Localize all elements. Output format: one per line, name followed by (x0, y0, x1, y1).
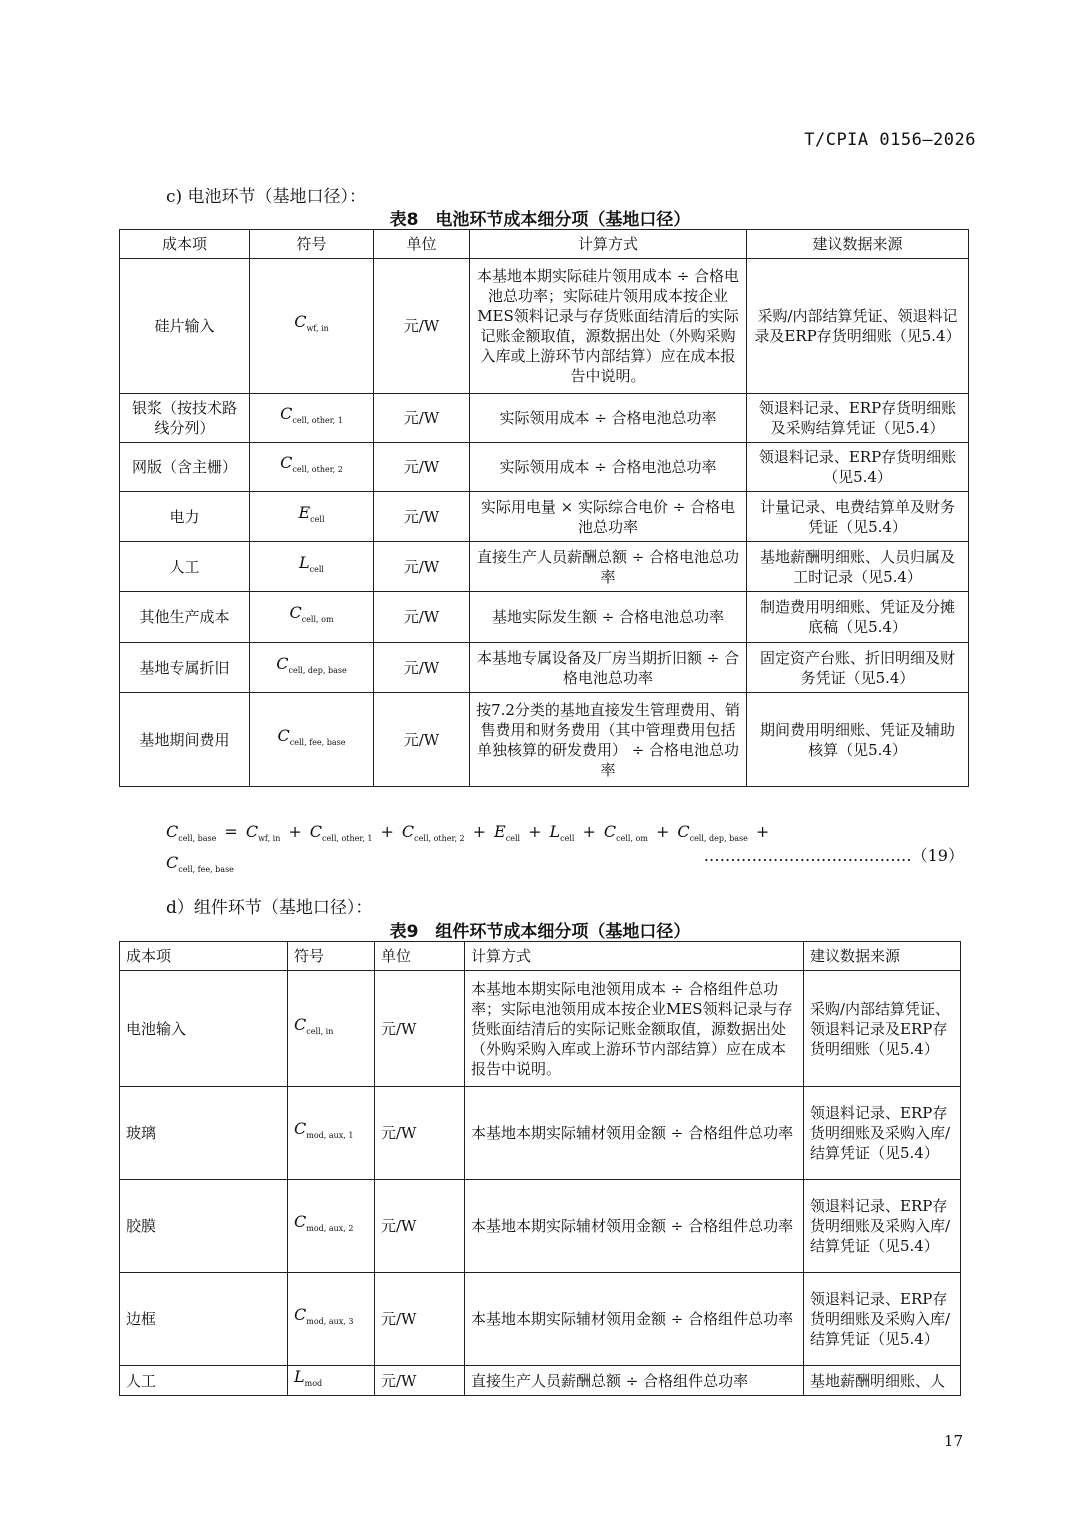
math-symbol (276, 653, 347, 676)
formula-term-subscript: cell, dep, base (689, 834, 748, 844)
unit-cell: 元/W (374, 542, 470, 592)
table9-col-symbol: 符号 (288, 942, 375, 971)
plus-sign: + (755, 822, 770, 841)
math-symbol (298, 502, 325, 525)
plus-sign: + (528, 822, 542, 841)
formula-term-subscript: cell, base (178, 834, 217, 844)
method-cell: 实际领用成本 ÷ 合格电池总功率 (470, 394, 747, 443)
table8 (119, 229, 969, 787)
symbol-main: E (298, 502, 311, 522)
symbol-cell (250, 542, 374, 592)
table-row (120, 643, 969, 693)
table9-header-row (120, 942, 961, 971)
unit-cell: 元/W (375, 1180, 465, 1273)
plus-sign: + (582, 822, 596, 841)
symbol-main: C (294, 312, 307, 332)
plus-sign: + (288, 822, 302, 841)
symbol-cell (250, 259, 374, 394)
table8-col-method: 计算方式 (470, 230, 747, 259)
method-cell: 本基地本期实际硅片领用成本 ÷ 合格电池总功率；实际硅片领用成本按企业MES领料记录与存货账面结清后的实际记账金额取值，源数据出处（外购采购入库或上游环节内部结算）应在成本报告中说明。 (470, 259, 747, 394)
math-symbol (277, 725, 346, 748)
method-cell: 实际领用成本 ÷ 合格电池总功率 (470, 443, 747, 492)
symbol-subscript: cell (310, 515, 325, 525)
table-row (120, 443, 969, 492)
symbol-main: C (294, 1119, 307, 1139)
cost-item-cell: 胶膜 (120, 1180, 288, 1273)
source-cell: 采购/内部结算凭证、领退料记录及ERP存货明细账（见5.4） (804, 971, 961, 1087)
formula-term-subscript: cell, fee, base (178, 865, 234, 875)
method-cell: 本基地本期实际辅材领用金额 ÷ 合格组件总功率 (465, 1273, 804, 1366)
section-heading-c: c) 电池环节（基地口径）： (166, 187, 367, 207)
cost-item-cell: 基地期间费用 (120, 693, 250, 787)
unit-cell: 元/W (374, 643, 470, 693)
symbol-subscript: cell, fee, base (289, 738, 346, 748)
math-symbol (280, 453, 343, 475)
method-cell: 实际用电量 × 实际综合电价 ÷ 合格电池总功率 (470, 492, 747, 542)
symbol-subscript: cell, other, 2 (292, 465, 343, 475)
symbol-cell (250, 443, 374, 492)
formula-term-main: E (494, 822, 506, 841)
cost-item-cell: 人工 (120, 1366, 288, 1396)
table8-col-symbol: 符号 (250, 230, 374, 259)
symbol-subscript: cell (309, 565, 324, 575)
table-row (120, 971, 961, 1087)
symbol-main: C (277, 725, 290, 745)
symbol-cell (288, 971, 375, 1087)
table-row (120, 693, 969, 787)
cost-item-cell: 电力 (120, 492, 250, 542)
table-row (120, 259, 969, 394)
formula-19 (166, 820, 966, 882)
math-symbol (280, 404, 343, 426)
equation-number: （19） (911, 846, 964, 865)
symbol-main: L (294, 1366, 305, 1386)
source-cell: 领退料记录、ERP存货明细账及采购入库/结算凭证（见5.4） (804, 1087, 961, 1180)
math-symbol (294, 1014, 334, 1037)
method-cell: 直接生产人员薪酬总额 ÷ 合格电池总功率 (470, 542, 747, 592)
symbol-main: C (276, 653, 289, 673)
page-number: 17 (943, 1432, 963, 1450)
document-code: T/CPIA 0156—2026 (804, 130, 976, 150)
method-cell: 本基地本期实际电池领用成本 ÷ 合格组件总功率；实际电池领用成本按企业MES领料记录与存货账面结清后的实际记账金额取值，源数据出处（外购采购入库或上游环节内部结算）应在成本报告中说明。 (465, 971, 804, 1087)
table8-caption: 表8 电池环节成本细分项（基地口径） (389, 210, 691, 230)
table9-col-method: 计算方式 (465, 942, 804, 971)
unit-cell: 元/W (375, 1366, 465, 1396)
math-symbol (294, 1366, 323, 1389)
cost-item-cell: 边框 (120, 1273, 288, 1366)
symbol-cell (250, 643, 374, 693)
unit-cell: 元/W (374, 443, 470, 492)
table8-col-unit: 单位 (374, 230, 470, 259)
table-row (120, 394, 969, 443)
unit-cell: 元/W (374, 492, 470, 542)
cost-item-cell: 银浆（按技术路线分列） (120, 394, 250, 443)
math-symbol (289, 603, 334, 625)
table-row (120, 542, 969, 592)
math-symbol (294, 312, 329, 334)
math-symbol (294, 1119, 354, 1141)
source-cell: 固定资产台账、折旧明细及财务凭证（见5.4） (747, 643, 969, 693)
formula-term-subscript: cell (560, 834, 575, 844)
formula-term (549, 822, 575, 844)
cost-item-cell: 电池输入 (120, 971, 288, 1087)
math-symbol (294, 1212, 354, 1234)
symbol-subscript: mod (304, 1379, 323, 1389)
formula-term-main: C (309, 822, 323, 841)
symbol-main: C (294, 1305, 307, 1325)
math-symbol (294, 1305, 354, 1327)
table8-col-item: 成本项 (120, 230, 250, 259)
source-cell: 领退料记录、ERP存货明细账及采购入库/结算凭证（见5.4） (804, 1273, 961, 1366)
table-row (120, 1366, 961, 1396)
symbol-subscript: cell, om (301, 615, 334, 625)
plus-sign: + (472, 822, 487, 841)
table-row (120, 1273, 961, 1366)
formula-term-main: C (245, 822, 259, 841)
symbol-cell (250, 693, 374, 787)
source-cell: 基地薪酬明细账、人 (804, 1366, 961, 1396)
formula-term-subscript: wf, in (258, 834, 281, 844)
source-cell: 期间费用明细账、凭证及辅助核算（见5.4） (747, 693, 969, 787)
cost-item-cell: 其他生产成本 (120, 592, 250, 643)
symbol-main: C (289, 603, 302, 623)
formula-term-subscript: cell (505, 834, 521, 844)
formula-term (166, 822, 217, 844)
formula-term-main: C (166, 822, 179, 841)
source-cell: 采购/内部结算凭证、领退料记录及ERP存货明细账（见5.4） (747, 259, 969, 394)
source-cell: 制造费用明细账、凭证及分摊底稿（见5.4） (747, 592, 969, 643)
symbol-main: L (299, 552, 310, 572)
formula-term-main: C (401, 822, 415, 841)
source-cell: 领退料记录、ERP存货明细账及采购入库/结算凭证（见5.4） (804, 1180, 961, 1273)
table9-col-source: 建议数据来源 (804, 942, 961, 971)
formula-number-row (166, 844, 964, 868)
symbol-main: C (280, 404, 293, 424)
unit-cell: 元/W (375, 1273, 465, 1366)
cost-item-cell: 硅片输入 (120, 259, 250, 394)
cost-item-cell: 基地专属折旧 (120, 643, 250, 693)
source-cell: 基地薪酬明细账、人员归属及工时记录（见5.4） (747, 542, 969, 592)
symbol-subscript: mod, aux, 1 (306, 1131, 354, 1141)
formula-term-subscript: cell, om (616, 834, 648, 844)
symbol-cell (288, 1087, 375, 1180)
formula-term (309, 822, 373, 844)
method-cell: 本基地专属设备及厂房当期折旧额 ÷ 合格电池总功率 (470, 643, 747, 693)
table9-caption: 表9 组件环节成本细分项（基地口径） (389, 922, 691, 942)
method-cell: 基地实际发生额 ÷ 合格电池总功率 (470, 592, 747, 643)
table8-header-row (120, 230, 969, 259)
symbol-cell (288, 1273, 375, 1366)
unit-cell: 元/W (374, 592, 470, 643)
symbol-cell (250, 592, 374, 643)
table8-col-source: 建议数据来源 (747, 230, 969, 259)
dot-leader: ………………………………… (703, 846, 912, 865)
formula-term-main: L (549, 822, 561, 841)
math-symbol (299, 552, 324, 575)
cost-item-cell: 人工 (120, 542, 250, 592)
table-row (120, 492, 969, 542)
formula-term-main: C (603, 822, 617, 841)
unit-cell: 元/W (375, 971, 465, 1087)
method-cell: 按7.2分类的基地直接发生管理费用、销售费用和财务费用（其中管理费用包括单独核算的研发费用） ÷ 合格电池总功率 (470, 693, 747, 787)
unit-cell: 元/W (374, 394, 470, 443)
formula-term-main: C (677, 822, 690, 841)
formula-term-subscript: cell, other, 1 (322, 834, 373, 844)
method-cell: 本基地本期实际辅材领用金额 ÷ 合格组件总功率 (465, 1180, 804, 1273)
table9-col-item: 成本项 (120, 942, 288, 971)
table-row (120, 1087, 961, 1180)
symbol-main: C (280, 453, 293, 473)
symbol-subscript: mod, aux, 3 (306, 1317, 354, 1327)
plus-sign: + (655, 822, 670, 841)
cost-item-cell: 玻璃 (120, 1087, 288, 1180)
unit-cell: 元/W (375, 1087, 465, 1180)
table9-col-unit: 单位 (375, 942, 465, 971)
symbol-cell (288, 1180, 375, 1273)
formula-term-subscript: cell, other, 2 (414, 834, 465, 844)
method-cell: 直接生产人员薪酬总额 ÷ 合格组件总功率 (465, 1366, 804, 1396)
formula-term (494, 822, 521, 844)
symbol-cell (288, 1366, 375, 1396)
symbol-subscript: cell, dep, base (288, 666, 347, 676)
symbol-subscript: wf, in (306, 324, 329, 334)
symbol-main: C (294, 1212, 307, 1232)
table-row (120, 592, 969, 643)
formula-term-main: C (166, 853, 179, 873)
symbol-cell (250, 394, 374, 443)
symbol-subscript: cell, in (306, 1027, 334, 1037)
source-cell: 领退料记录、ERP存货明细账（见5.4） (747, 443, 969, 492)
table-row (120, 1180, 961, 1273)
unit-cell: 元/W (374, 259, 470, 394)
formula-term (677, 822, 748, 844)
plus-sign: + (380, 822, 394, 841)
formula-term (603, 822, 648, 844)
equals-sign: = (224, 822, 238, 841)
formula-term (245, 822, 281, 844)
symbol-main: C (294, 1014, 307, 1034)
method-cell: 本基地本期实际辅材领用金额 ÷ 合格组件总功率 (465, 1087, 804, 1180)
symbol-subscript: cell, other, 1 (292, 416, 343, 426)
symbol-cell (250, 492, 374, 542)
section-heading-d: d）组件环节（基地口径）： (166, 898, 373, 918)
unit-cell: 元/W (374, 693, 470, 787)
symbol-subscript: mod, aux, 2 (306, 1224, 354, 1234)
source-cell: 领退料记录、ERP存货明细账及采购结算凭证（见5.4） (747, 394, 969, 443)
source-cell: 计量记录、电费结算单及财务凭证（见5.4） (747, 492, 969, 542)
formula-term (401, 822, 465, 844)
table9 (119, 941, 961, 1396)
cost-item-cell: 网版（含主栅） (120, 443, 250, 492)
